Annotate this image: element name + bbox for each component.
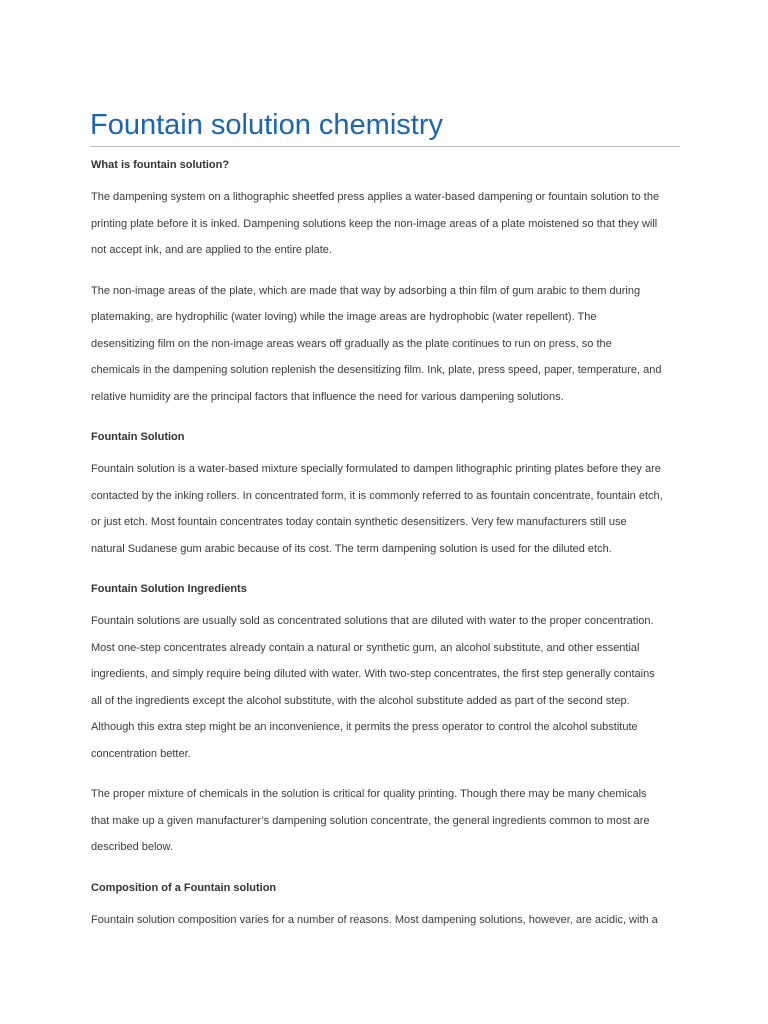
text-line: The non-image areas of the plate, which are made that way by adsorbing a thin film of gum arabic to them during <box>91 284 641 297</box>
paragraph <box>91 278 691 411</box>
title-divider <box>90 146 680 147</box>
spacer <box>91 861 691 875</box>
text-line: that make up a given manufacturer’s dampening solution concentrate, the general ingredients common to most are <box>91 814 650 827</box>
document-body <box>91 152 691 947</box>
text-line: Fountain solution is a water-based mixture specially formulated to dampen lithographic printing plates before they are <box>91 463 661 475</box>
section-heading: What is fountain solution? <box>91 159 230 171</box>
paragraph <box>91 907 691 934</box>
page-title: Fountain solution chemistry <box>90 109 443 141</box>
spacer <box>91 933 691 947</box>
text-line: natural Sudanese gum arabic because of its cost. The term dampening solution is used for the diluted etch. <box>91 542 612 555</box>
text-line: Although this extra step might be an inconvenience, it permits the press operator to control the alcohol substitute <box>91 721 638 733</box>
text-line: Most one-step concentrates already contain a natural or synthetic gum, an alcohol substitute, and other essential <box>91 641 640 654</box>
paragraph <box>91 608 691 767</box>
text-line: described below. <box>91 841 173 853</box>
spacer <box>91 767 691 781</box>
text-line: Fountain solutions are usually sold as concentrated solutions that are diluted with water to the proper concentration. <box>91 615 654 627</box>
text-line: all of the ingredients except the alcohol substitute, with the alcohol substitute added as part of the second step. <box>91 694 630 707</box>
section-heading: Fountain Solution Ingredients <box>91 583 247 595</box>
text-line: relative humidity are the principal factors that influence the need for various dampening solutions. <box>91 390 564 403</box>
section-heading: Fountain Solution <box>91 431 185 443</box>
text-line: desensitizing film on the non-image areas wears off gradually as the plate continues to run on press, so the <box>91 337 612 350</box>
text-line: contacted by the inking rollers. In concentrated form, it is commonly referred to as fountain concentrate, fountain etch, <box>91 489 663 502</box>
section-heading: Composition of a Fountain solution <box>91 881 277 894</box>
text-line: Fountain solution composition varies for a number of reasons. Most dampening solutions, however, are acidic, with a <box>91 913 658 926</box>
text-line: printing plate before it is inked. Dampening solutions keep the non-image areas of a plate moistened so that they will <box>91 217 658 230</box>
paragraph <box>91 781 691 861</box>
spacer <box>91 264 691 278</box>
text-line: or just etch. Most fountain concentrates today contain synthetic desensitizers. Very few manufacturers still use <box>91 516 627 528</box>
text-line: platemaking, are hydrophilic (water loving) while the image areas are hydrophobic (water repellent). The <box>91 311 597 323</box>
paragraph <box>91 184 691 264</box>
paragraph <box>91 456 691 562</box>
text-line: The proper mixture of chemicals in the solution is critical for quality printing. Though there may be many chemicals <box>91 788 647 800</box>
spacer <box>91 562 691 576</box>
text-line: chemicals in the dampening solution replenish the desensitizing film. Ink, plate, press speed, paper, temperature, and <box>91 364 662 376</box>
text-line: not accept ink, and are applied to the entire plate. <box>91 244 332 256</box>
text-line: The dampening system on a lithographic sheetfed press applies a water-based dampening or fountain solution to the <box>91 191 660 203</box>
spacer <box>91 410 691 424</box>
text-line: ingredients, and simply require being diluted with water. With two-step concentrates, the first step generally contains <box>91 668 655 680</box>
text-line: concentration better. <box>91 747 191 760</box>
